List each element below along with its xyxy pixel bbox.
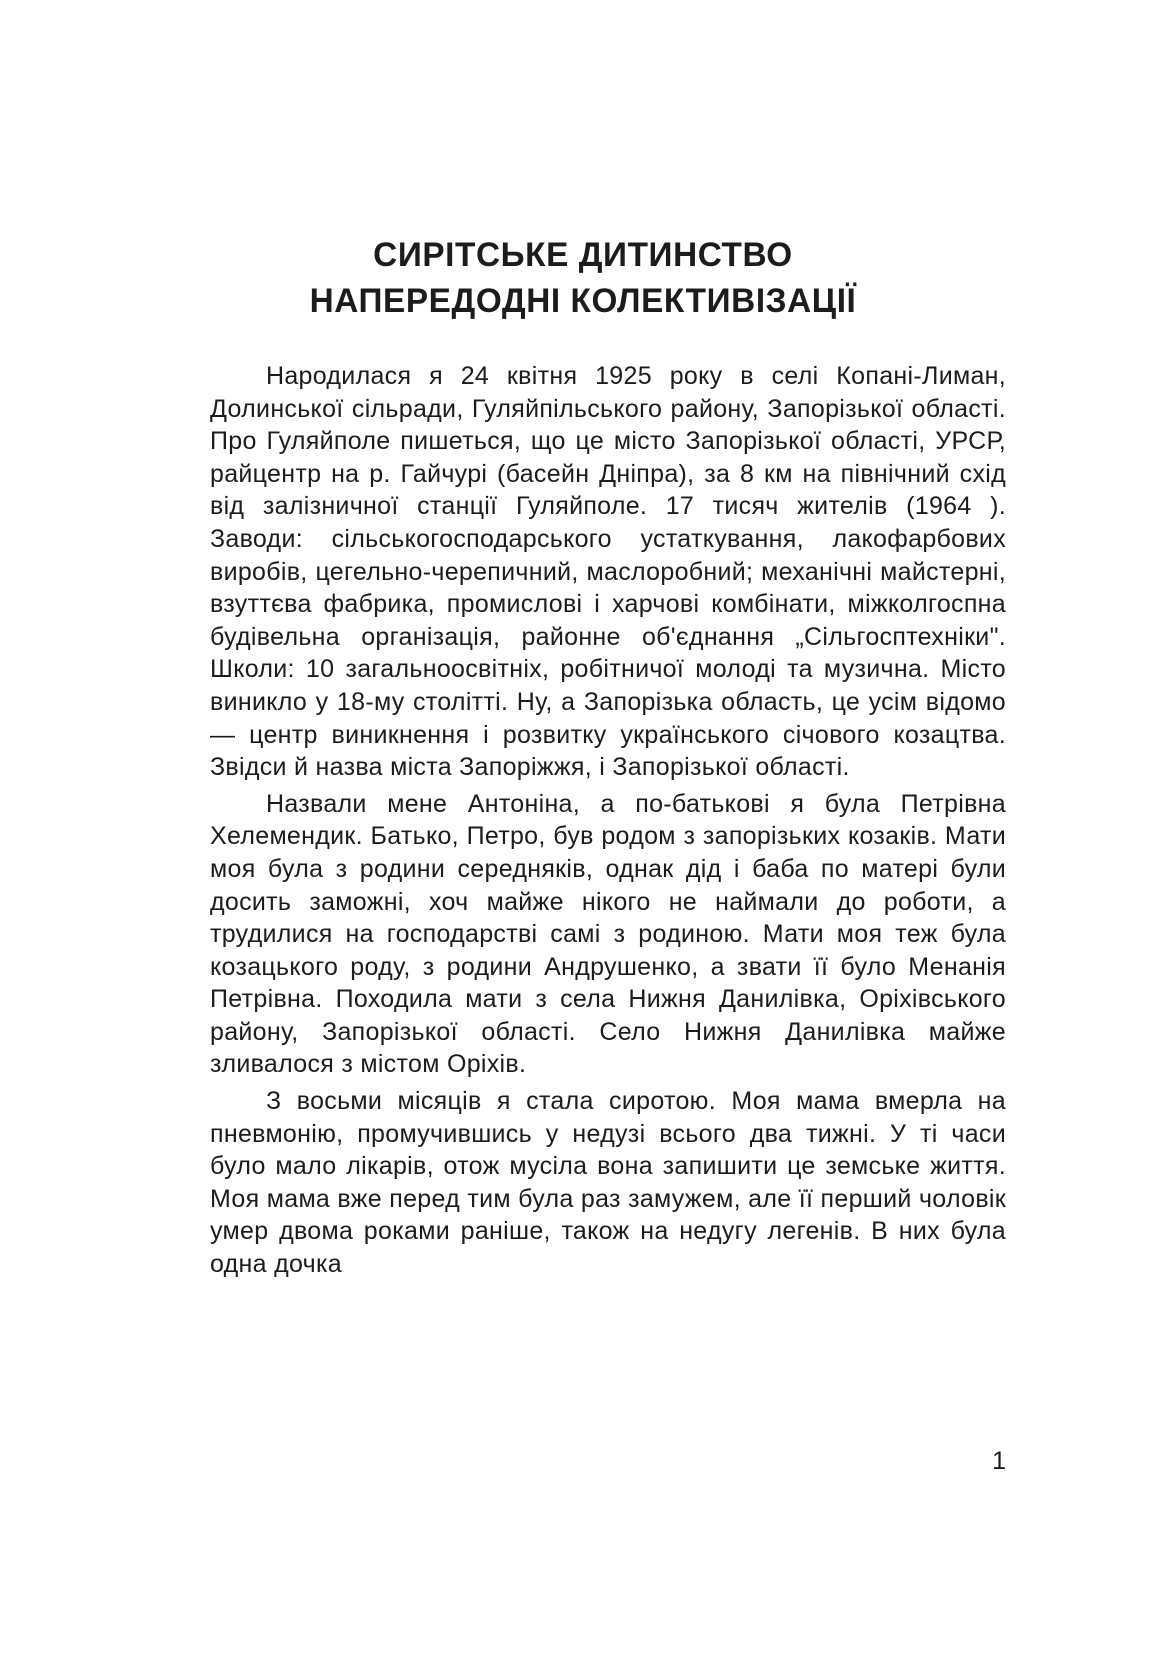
chapter-title bbox=[159, 232, 1008, 324]
paragraph-1: Народилася я 24 квітня 1925 року в селі Копані-Лиман, Долинської сільради, Гуляйпільського району, Запорізької області. Про Гуляйполе пишеться, що це місто Запорізької області, УРСР, райцентр на р. Гайчурі (басейн Дніпра), за 8 км на північний схід від залізничної станції Гуляйполе. 17 тисяч жителів (1964 ). Заводи: сільськогосподарського устаткування, лакофарбових виробів, цегельно-черепичний, маслоробний; механічні майстерні, взуттєва фабрика, промислові і харчові комбінати, міжколгоспна будівельна організація, районне об'єднання „Сільгосптехніки". Школи: 10 загальноосвітніх, робітничої молоді та музична. Місто виникло у 18-му столітті. Ну, а Запорізька область, це усім відомо — центр виникнення і розвитку українського січового козацтва. Звідси й назва міста Запоріжжя, і Запорізької області. bbox=[210, 362, 1006, 782]
paragraph-3: З восьми місяців я стала сиротою. Моя мама вмерла на пневмонію, промучившись у недузі всього два тижні. У ті часи було мало лікарів, отож мусіла вона запишити це земське життя. Моя мама вже перед тим була раз замужем, але її перший чоловік умер двома роками раніше, також на недугу легенів. В них була одна дочка bbox=[210, 1087, 1006, 1279]
paragraph-2: Назвали мене Антоніна, а по-батькові я була Петрівна Хелемендик. Батько, Петро, був родом з запорізьких козаків. Мати моя була з родини середняків, однак дід і баба по матері були досить заможні, хоч майже нікого не наймали до роботи, а трудилися на господарстві самі з родиною. Мати моя теж була козацького роду, з родини Андрушенко, а звати її було Менанія Петрівна. Походила мати з села Нижня Данилівка, Оріхівського району, Запорізької області. Село Нижня Данилівка майже зливалося з містом Оріхів. bbox=[210, 789, 1006, 1079]
page-number: 1 bbox=[992, 1447, 1006, 1475]
body-text bbox=[210, 360, 1006, 1285]
chapter-title-line-1: СИРІТСЬКЕ ДИТИНСТВО bbox=[373, 236, 793, 274]
chapter-title-line-2: НАПЕРЕДОДНІ КОЛЕКТИВІЗАЦІЇ bbox=[309, 282, 857, 320]
